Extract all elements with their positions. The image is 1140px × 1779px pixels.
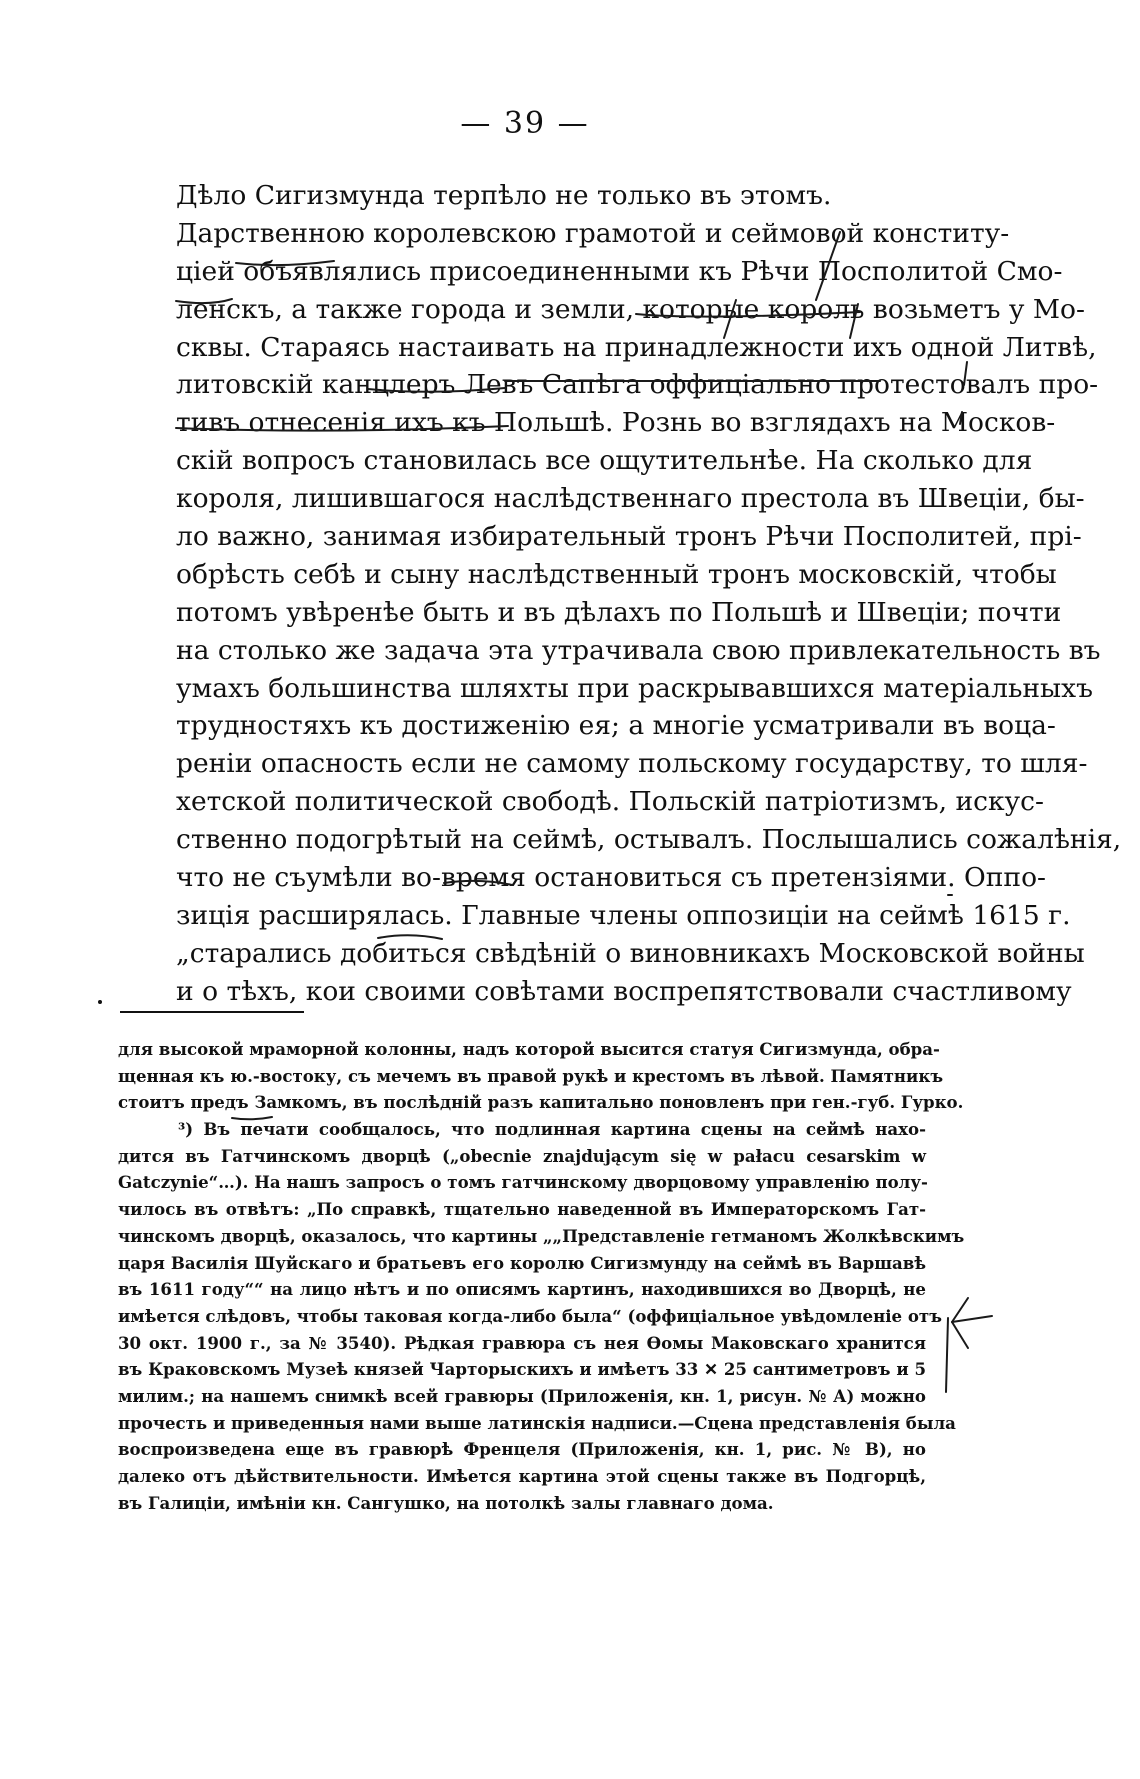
footnote-line: чинскомъ дворцѣ, оказалось, что картины „„Представленіе гетманомъ Жолкѣвскимъ [118, 1225, 965, 1246]
text-line: „старались добиться свѣдѣній о виновникахъ Московской войны [176, 937, 1085, 969]
footnote-line: прочесть и приведенныя нами выше латинскія надписи.—Сцена представленія была [118, 1412, 956, 1433]
text-line: Дѣло Сигизмунда терпѣло не только въ этомъ. [176, 180, 832, 211]
text-line: сквы. Стараясь настаивать на принадлежности ихъ одной Литвѣ, [176, 331, 1097, 363]
margin-mark [960, 412, 962, 424]
slash-mark [850, 304, 858, 338]
margin-mark [964, 362, 967, 385]
underline-mark [176, 299, 232, 303]
text-line: короля, лишившагося наслѣдственнаго престола въ Швеціи, бы- [176, 483, 1085, 515]
footnote-line: далеко отъ дѣйствительности. Имѣется картина этой сцены также въ Подгорцѣ, [118, 1466, 926, 1486]
arrow-mark [952, 1322, 968, 1348]
slash-mark [816, 232, 840, 300]
footnote-line: въ 1611 году““ на лицо нѣтъ и по описямъ картинъ, находившихся во Дворцѣ, не [118, 1279, 926, 1300]
footnote-line: стоитъ предъ Замкомъ, въ послѣдній разъ капитально поновленъ при ген.-губ. Гурко. [118, 1092, 964, 1113]
text-line: ственно подогрѣтый на сеймѣ, остывалъ. Послышались сожалѣнія, [176, 824, 1122, 856]
footnote-line: воспроизведена еще въ гравюрѣ Френцеля (Приложенія, кн. 1, рис. № В), но [118, 1439, 926, 1460]
footnote-line: въ Краковскомъ Музеѣ князей Чарторыскихъ и имѣетъ 33 ✕ 25 сантиметровъ и 5 [118, 1359, 926, 1380]
text-line: хетской политической свободѣ. Польскій патріотизмъ, искус- [176, 786, 1044, 818]
footnote-line: въ Галиціи, имѣніи кн. Сангушко, на потолкѣ залы главнаго дома. [118, 1492, 774, 1513]
footnote-line: для высокой мраморной колонны, надъ которой высится статуя Сигизмунда, обра- [118, 1039, 940, 1059]
text-line: обрѣсть себѣ и сыну наслѣдственный тронъ московскій, чтобы [176, 558, 1057, 590]
underline-mark [636, 312, 860, 317]
footnote-line: чилось въ отвѣтъ: „По справкѣ, тщательно наведенной въ Императорскомъ Гат- [118, 1199, 926, 1220]
underline-mark [236, 261, 334, 265]
footnote-line: ³) Въ печати сообщалось, что подлинная картина сцены на сеймѣ нахо- [178, 1119, 926, 1140]
text-line: и о тѣхъ, кои своими совѣтами воспрепятствовали счастливому [176, 975, 1072, 1007]
footnote-line: царя Василія Шуйскаго и братьевъ его королю Сигизмунду на сеймѣ въ Варшавѣ [118, 1252, 926, 1273]
text-line: ленскъ, а также города и земли, которые король возьметъ у Мо- [176, 293, 1085, 325]
slash-mark [724, 300, 736, 338]
text-line: тивъ отнесенія ихъ къ Польшѣ. Рознь во взглядахъ на Москов- [176, 407, 1056, 439]
footnote-line: милим.; на нашемъ снимкѣ всей гравюры (Приложенія, кн. 1, рисун. № А) можно [118, 1385, 926, 1406]
text-line: Дарственною королевскою грамотой и сеймовой конститу- [176, 217, 1010, 249]
margin-mark [946, 1318, 948, 1392]
arrow-mark [952, 1316, 992, 1322]
text-line: реніи опасность если не самому польскому государству, то шля- [176, 748, 1088, 780]
footnote-line: дится въ Гатчинскомъ дворцѣ („obecnie znajdującym się w pałacu cesarskim w [118, 1145, 926, 1166]
footnote-line: имѣется слѣдовъ, чтобы таковая когда-либо была“ (оффиціальное увѣдомленіе отъ [118, 1305, 942, 1326]
underline-mark [176, 426, 508, 431]
text-line: скій вопросъ становилась все ощутительнѣе. На сколько для [176, 445, 1033, 477]
text-line: потомъ увѣренѣе быть и въ дѣлахъ по Польшѣ и Швеціи; почти [176, 596, 1062, 628]
text-line: трудностяхъ къ достиженію ея; а многіе усматривали въ воца- [176, 710, 1056, 742]
footnote-line: Gatczynie“…). На нашъ запросъ о томъ гатчинскому дворцовому управленію полу- [118, 1172, 928, 1193]
text-line: ціей объявлялись присоединенными къ Рѣчи Посполитой Смо- [176, 255, 1063, 287]
underline-mark [232, 1117, 272, 1119]
page-number: — 39 — [460, 106, 590, 141]
underline-mark [368, 388, 505, 392]
arrow-mark [952, 1298, 968, 1322]
footnote-line: 30 окт. 1900 г., за № 3540). Рѣдкая гравюра съ нея Ѳомы Маковскаго хранится [118, 1332, 926, 1353]
text-line: литовскій канцлеръ Левъ Сапѣга оффиціально протестовалъ про- [176, 369, 1099, 401]
text-line: что не съумѣли во-время остановиться съ претензіями. Оппо- [176, 862, 1046, 894]
footnote-line: щенная къ ю.-востоку, съ мечемъ въ правой рукѣ и крестомъ въ лѣвой. Памятникъ [118, 1065, 944, 1086]
text-line: умахъ большинства шляхты при раскрывавшихся матеріальныхъ [176, 672, 1093, 704]
text-line: ло важно, занимая избирательный тронъ Рѣчи Посполитей, прі- [176, 521, 1082, 553]
underline-mark [444, 881, 512, 885]
text-line: зиція расширялась. Главные члены оппозиціи на сеймѣ 1615 г. [176, 899, 1071, 931]
underline-mark [378, 935, 442, 939]
text-line: на столько же задача эта утрачивала свою привлекательность въ [176, 634, 1101, 666]
